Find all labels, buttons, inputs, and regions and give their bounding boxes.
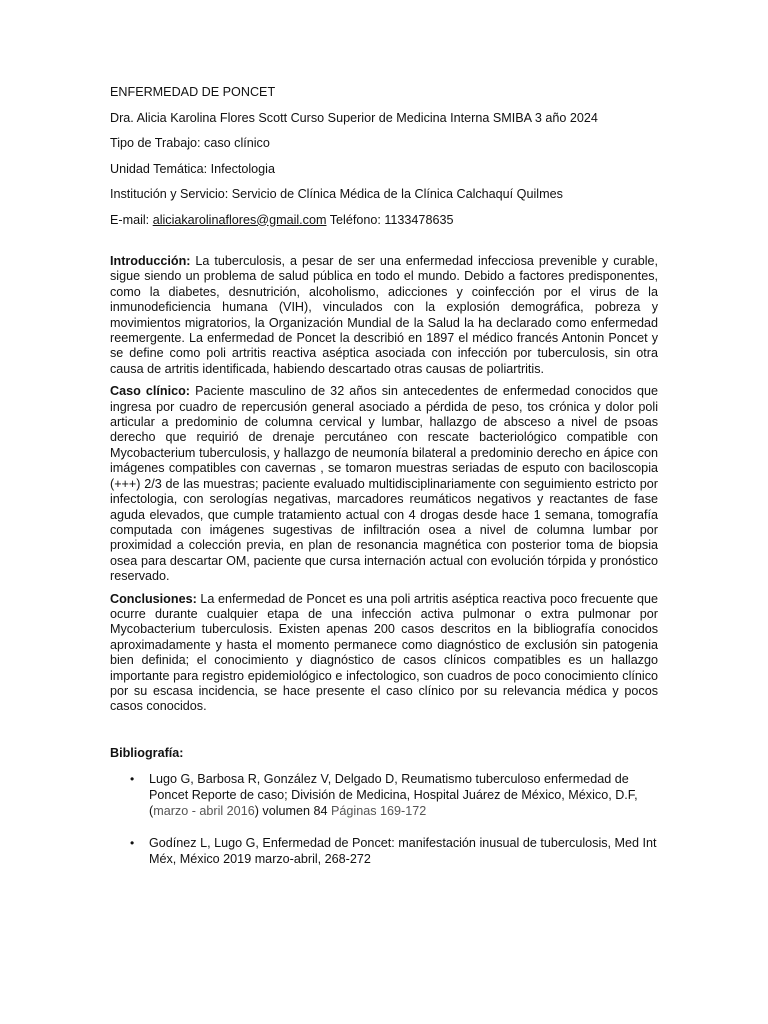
phone-text: Teléfono: 1133478635 [326, 212, 454, 227]
conclusions-section [110, 592, 658, 715]
reference-text: Godínez L, Lugo G, Enfermedad de Poncet: manifestación inusual de tuberculosis, Med Int Méx, México 2019 marzo-abril, 268-272 [149, 835, 657, 866]
reference-pages: Páginas 169-172 [331, 803, 427, 818]
institution-line: Institución y Servicio: Servicio de Clínica Médica de la Clínica Calchaquí Quilmes [110, 187, 563, 201]
email-label: E-mail: [110, 212, 153, 227]
conclusions-heading: Conclusiones: [110, 591, 197, 606]
document-title: ENFERMEDAD DE PONCET [110, 85, 276, 99]
introduction-heading: Introducción: [110, 254, 191, 268]
bibliography-item [110, 835, 669, 867]
introduction-section [110, 254, 658, 377]
clinical-case-heading: Caso clínico: [110, 384, 190, 399]
contact-line [110, 212, 658, 228]
bibliography-item [110, 771, 669, 819]
conclusions-text: La enfermedad de Poncet es una poli artritis aséptica reactiva poco frecuente que ocurre durante cualquier etapa de una infección activa pulmonar o extra pulmonar por Mycobacterium tuberculosis. Existen apenas 200 casos descritos en la bibliografía conocidos aproximadamente y hasta el momento permanece como diagnóstico de exclusión sin patogenia bien definida; el conocimiento y diagnóstico de casos clínicos compatibles es un hallazgo importante para registro epidemiológico e infectologico, son cuadros de poco conocimiento clínico por su escasa incidencia, se hace presente el caso clínico por su relevancia médica y pocos casos conocidos. [110, 591, 658, 714]
bullet-icon: • [130, 835, 135, 850]
thematic-unit-line: Unidad Temática: Infectologia [110, 161, 275, 176]
author-line: Dra. Alicia Karolina Flores Scott Curso Superior de Medicina Interna SMIBA 3 año 2024 [110, 110, 598, 125]
bibliography-list [110, 771, 658, 867]
introduction-text: La tuberculosis, a pesar de ser una enfermedad infecciosa prevenible y curable, sigue siendo un problema de salud pública en todo el mundo. Debido a factores predisponentes, como la diabetes, desnutrición, alcoholismo, adicciones y coinfección por el virus de la inmunodeficiencia humana (VIH), vinculados con la explosión demográfica, pobreza y movimientos migratorios, la Organización Mundial de la Salud la ha declarado como enfermedad reemergente. La enfermedad de Poncet la describió en 1897 el médico francés Antonin Poncet y se define como poli artritis reactiva aséptica asociada con infección por tuberculosis, sin otra causa de artritis identificada, habiendo descartado otras causas de poliartritis. [110, 254, 658, 376]
reference-text: Lugo G, Barbosa R, González V, Delgado D, Reumatismo tuberculoso enfermedad de Poncet Reporte de caso; División de Medicina, Hospital Juárez de México, México, D.F, ( [149, 771, 638, 818]
reference-date: marzo - abril 2016 [153, 803, 255, 818]
reference-volume: ) volumen 84 [254, 803, 332, 818]
clinical-case-text: Paciente masculino de 32 años sin antecedentes de enfermedad conocidos que ingresa por cuadro de repercusión general asociado a pérdida de peso, tos crónica y dolor poli articular a predominio de columna cervical y lumbar, hallazgo de absceso a nivel de psoas derecho que requirió de drenaje percutáneo con rescate bacteriológico compatible con Mycobacterium tuberculosis, y hallazgo de neumonía bilateral a predominio derecho en ápice con imágenes compatibles con cavernas , se tomaron muestras seriadas de esputo con baciloscopia (+++) 2/3 de las muestras; paciente evaluado multidisciplinariamente con seguimiento estricto por infectologia, con serologías negativas, marcadores reumáticos negativos y reactantes de fase aguda elevados, que cumple tratamiento actual con 4 drogas desde hace 1 semana, tomografía computada con imágenes sugestivas de infiltración osea a nivel de columna lumbar por proximidad a colección previa, en plan de resonancia magnética con posterior toma de biopsia osea para descartar OM, paciente que cursa internación actual con evolución tórpida y pronóstico reservado. [110, 384, 658, 584]
bibliography-heading: Bibliografía: [110, 745, 184, 760]
work-type-line: Tipo de Trabajo: caso clínico [110, 136, 270, 150]
document-page [110, 84, 658, 883]
clinical-case-section [110, 384, 658, 584]
email-link[interactable]: aliciakarolinaflores@gmail.com [152, 212, 327, 227]
bullet-icon: • [130, 771, 135, 786]
